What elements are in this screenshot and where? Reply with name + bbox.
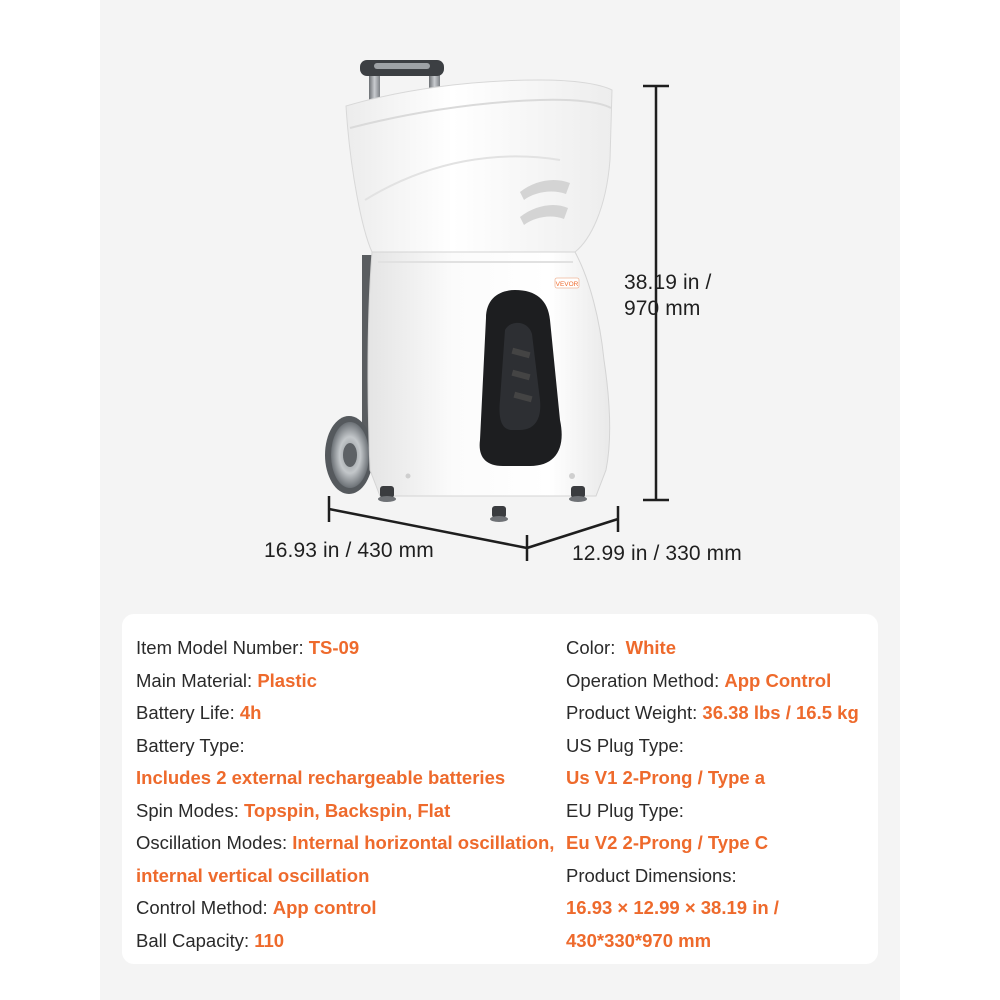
spec-key: Oscillation Modes: (136, 832, 293, 853)
spec-row (566, 730, 876, 763)
wheel (325, 416, 373, 494)
spec-key: Spin Modes: (136, 799, 244, 821)
spec-row (136, 795, 556, 828)
screw (406, 474, 411, 479)
spec-value: App Control (724, 669, 832, 691)
spec-value: 4h (239, 702, 262, 723)
spec-value: 430*330*970 mm (566, 929, 712, 951)
spec-key: Main Material: (136, 669, 258, 691)
width-dimension-label: 16.93 in / 430 mm (264, 539, 434, 562)
spec-row (136, 730, 556, 763)
spec-value: 36.38 lbs / 16.5 kg (702, 702, 859, 723)
spec-value: internal vertical oscillation (136, 864, 370, 886)
spec-key: Operation Method: (566, 669, 725, 691)
spec-value: 110 (254, 929, 285, 951)
spec-value: Eu V2 2-Prong / Type C (566, 832, 769, 853)
spec-value: Plastic (257, 669, 317, 691)
spec-key: Ball Capacity: (136, 929, 255, 951)
spec-row (566, 827, 876, 860)
depth-dimension-label: 12.99 in / 330 mm (572, 542, 742, 565)
spec-key: Product Weight: (566, 702, 703, 723)
spec-value: App control (272, 897, 377, 918)
spec-row (136, 925, 556, 958)
ball-outlet (480, 290, 562, 466)
height-dimension-mm: 970 mm (624, 297, 701, 321)
spec-key: Item Model Number: (136, 637, 309, 658)
specifications-left-column (136, 632, 556, 957)
spec-row (136, 892, 556, 925)
spec-row (566, 632, 876, 665)
spec-key: Color: (566, 637, 626, 658)
spec-key: Battery Life: (136, 702, 240, 723)
spec-key: Product Dimensions: (566, 864, 737, 886)
spec-row (566, 795, 876, 828)
height-dimension-inches: 38.19 in / (624, 271, 712, 294)
spec-value: Includes 2 external rechargeable batteries (136, 767, 506, 788)
spec-row (566, 925, 876, 958)
spec-key: US Plug Type: (566, 734, 684, 756)
spec-row (566, 762, 876, 795)
spec-row (136, 665, 556, 698)
specifications-panel (122, 614, 878, 964)
brand-badge-text: VEVOR (555, 281, 579, 288)
ball-hopper (346, 80, 612, 252)
spec-row (136, 762, 556, 795)
spec-value: 16.93 × 12.99 × 38.19 in / (566, 897, 779, 918)
spec-row (566, 860, 876, 893)
spec-key: EU Plug Type: (566, 799, 684, 821)
spec-value: Topspin, Backspin, Flat (243, 799, 451, 821)
spec-row (566, 892, 876, 925)
spec-row (566, 665, 876, 698)
spec-value: White (625, 637, 676, 658)
spec-row (136, 827, 556, 860)
spec-row (566, 697, 876, 730)
spec-row (136, 697, 556, 730)
spec-key: Battery Type: (136, 734, 245, 756)
spec-row (136, 860, 556, 893)
screw (569, 473, 575, 479)
spec-value: TS-09 (308, 637, 360, 658)
spec-value: Internal horizontal oscillation, (292, 832, 555, 853)
spec-value: Us V1 2-Prong / Type a (566, 767, 766, 788)
spec-row (136, 632, 556, 665)
spec-key: Control Method: (136, 897, 273, 918)
height-dimension-label (624, 270, 711, 323)
specifications-right-column (566, 632, 876, 957)
